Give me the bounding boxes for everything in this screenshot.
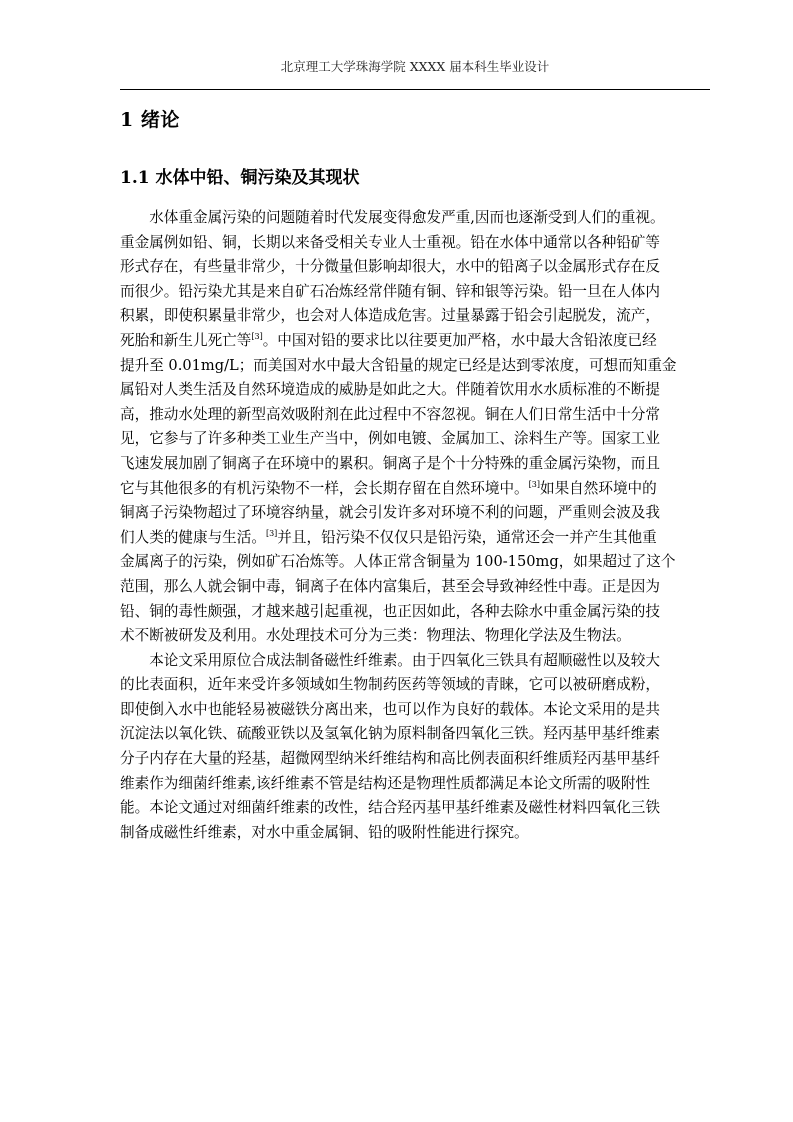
header-divider bbox=[120, 89, 710, 90]
text-line: 铜离子污染物超过了环境容纳量，就会引发许多对环境不利的问题，严重则会波及我 bbox=[120, 504, 660, 522]
paragraph bbox=[120, 649, 712, 846]
text-segment: 并且，铅污染不仅仅只是铅污染，通常还会一并产生其他重 bbox=[277, 528, 657, 546]
text-line bbox=[120, 329, 712, 354]
body-text bbox=[120, 206, 712, 845]
text-line: 而很少。铅污染尤其是来自矿石冶炼经常伴随有铜、锌和银等污染。铅一旦在人体内 bbox=[120, 282, 660, 300]
text-line: 重金属例如铅、铜，长期以来备受相关专业人士重视。铅在水体中通常以各种铅矿等 bbox=[120, 233, 660, 251]
text-line: 提升至 0.01mg/L；而美国对水中最大含铅量的规定已经是达到零浓度，可想而知重金 bbox=[120, 356, 677, 374]
text-line: 见，它参与了许多种类工业生产当中，例如电镀、金属加工、涂料生产等。国家工业 bbox=[120, 430, 660, 448]
text-segment: 如果自然环境中的 bbox=[539, 479, 657, 497]
text-segment: 。中国对铅的要求比以往要更加严格，水中最大含铅浓度已经 bbox=[262, 331, 657, 349]
text-line: 本论文采用原位合成法制备磁性纤维素。由于四氧化三铁具有超顺磁性以及较大 bbox=[149, 651, 660, 669]
citation-ref: [3] bbox=[265, 528, 278, 538]
text-line: 水体重金属污染的问题随着时代发展变得愈发严重,因而也逐渐受到人们的重视。 bbox=[149, 209, 665, 226]
text-line: 制备成磁性纤维素，对水中重金属铜、铅的吸附性能进行探究。 bbox=[120, 823, 529, 841]
text-segment: 们人类的健康与生活。 bbox=[120, 528, 266, 546]
citation-ref: [3] bbox=[251, 331, 263, 341]
text-line: 分子内存在大量的羟基，超微网型纳米纤维结构和高比例表面积纤维质羟丙基甲基纤 bbox=[120, 750, 660, 768]
text-line: 飞速发展加剧了铜离子在环境中的累积。铜离子是个十分特殊的重金属污染物，而且 bbox=[120, 454, 660, 472]
text-line: 维素作为细菌纤维素,该纤维素不管是结构还是物理性质都满足本论文所需的吸附性 bbox=[120, 774, 651, 792]
text-line: 术不断被研发及利用。水处理技术可分为三类：物理法、物理化学法及生物法。 bbox=[120, 627, 631, 645]
text-line: 属铅对人类生活及自然环境造成的威胁是如此之大。伴随着饮用水水质标准的不断提 bbox=[120, 381, 660, 399]
text-line: 金属离子的污染，例如矿石冶炼等。人体正常含铜量为 100-150mg，如果超过了这个 bbox=[120, 553, 676, 571]
text-segment: 死胎和新生儿死亡等 bbox=[120, 331, 252, 349]
text-line: 高，推动水处理的新型高效吸附剂在此过程中不容忽视。铜在人们日常生活中十分常 bbox=[120, 405, 660, 423]
text-line: 即使倒入水中也能轻易被磁铁分离出来，也可以作为良好的载体。本论文采用的是共 bbox=[120, 700, 660, 718]
text-line: 铅、铜的毒性颇强，才越来越引起重视，也正因如此，各种去除水中重金属污染的技 bbox=[120, 602, 660, 620]
page-header: 北京理工大学珠海学院 XXXX 届本科生毕业设计 bbox=[280, 59, 550, 74]
text-line: 沉淀法以氧化铁、硫酸亚铁以及氢氧化钠为原料制备四氧化三铁。羟丙基甲基纤维素 bbox=[120, 725, 660, 743]
text-line: 形式存在，有些量非常少，十分微量但影响却很大，水中的铅离子以金属形式存在反 bbox=[120, 258, 660, 276]
text-line: 范围，那么人就会铜中毒，铜离子在体内富集后，甚至会导致神经性中毒。正是因为 bbox=[120, 577, 660, 595]
text-line bbox=[120, 477, 712, 502]
paragraph bbox=[120, 206, 712, 649]
text-line: 能。本论文通过对细菌纤维素的改性，结合羟丙基甲基纤维素及磁性材料四氧化三铁 bbox=[120, 799, 660, 817]
section-title: 1.1 水体中铅、铜污染及其现状 bbox=[120, 168, 360, 188]
text-line: 的比表面积，近年来受许多领域如生物制药医药等领域的青睐，它可以被研磨成粉， bbox=[120, 676, 660, 694]
citation-ref: [3] bbox=[528, 479, 540, 489]
text-line: 积累，即使积累量非常少，也会对人体造成危害。过量暴露于铅会引起脱发，流产， bbox=[120, 307, 660, 325]
chapter-title: 1 绪论 bbox=[120, 109, 180, 131]
text-segment: 它与其他很多的有机污染物不一样，会长期存留在自然环境中。 bbox=[120, 479, 529, 497]
text-line bbox=[120, 526, 712, 551]
